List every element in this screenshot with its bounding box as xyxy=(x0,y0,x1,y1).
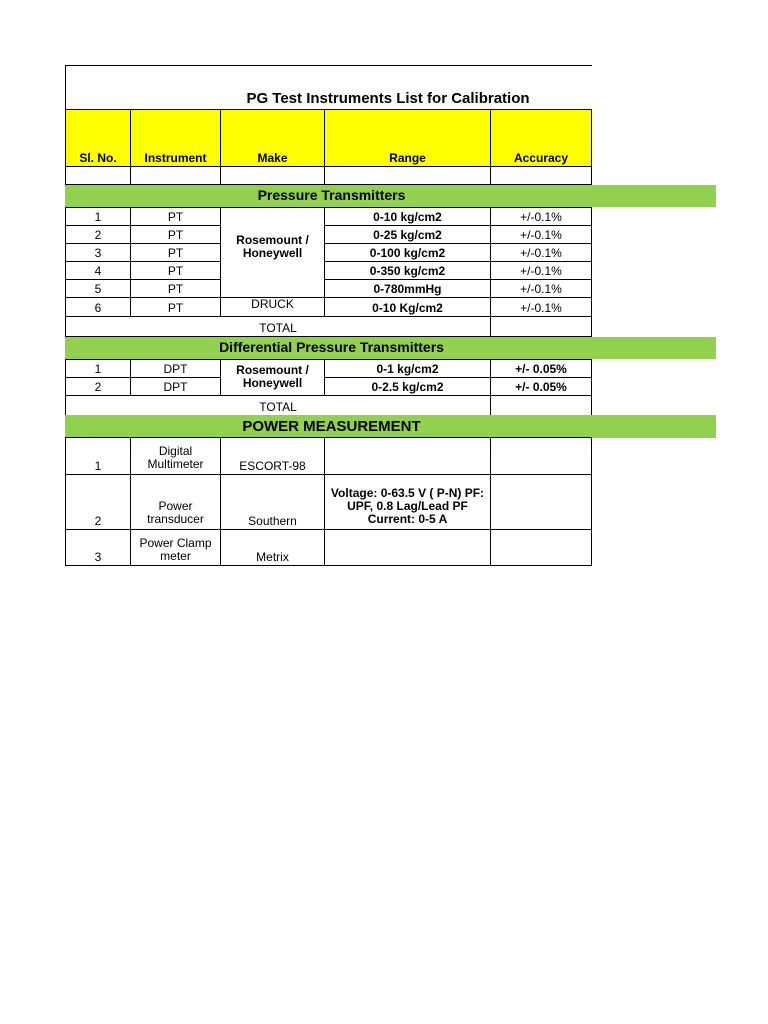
table-cell-make-merged: Rosemount / Honeywell xyxy=(220,359,325,396)
header-range: Range xyxy=(324,109,491,167)
table-cell-make: Metrix xyxy=(220,529,325,566)
table-cell-instrument: PT xyxy=(130,279,221,298)
empty-cell xyxy=(65,166,131,185)
table-cell-sl: 6 xyxy=(65,297,131,317)
table-cell-sl: 1 xyxy=(65,207,131,226)
table-cell-range: 0-2.5 kg/cm2 xyxy=(324,377,491,396)
table-cell-range xyxy=(324,437,491,475)
empty-cell xyxy=(324,166,491,185)
table-cell-instrument: PT xyxy=(130,207,221,226)
table-cell-accuracy: +/- 0.05% xyxy=(490,377,592,396)
table-cell-sl: 4 xyxy=(65,261,131,280)
table-cell-sl: 2 xyxy=(65,225,131,244)
table-cell-accuracy xyxy=(490,474,592,530)
header-make: Make xyxy=(220,109,325,167)
table-cell-accuracy: +/-0.1% xyxy=(490,225,592,244)
top-border xyxy=(65,65,592,66)
table-cell-instrument: PT xyxy=(130,261,221,280)
table-cell-accuracy: +/-0.1% xyxy=(490,297,592,317)
table-cell-instrument: Power transducer xyxy=(130,474,221,530)
table-cell-sl: 3 xyxy=(65,529,131,566)
table-cell-accuracy: +/-0.1% xyxy=(490,243,592,262)
table-cell-range: 0-350 kg/cm2 xyxy=(324,261,491,280)
empty-cell xyxy=(220,166,325,185)
table-cell-make-merged: Rosemount / Honeywell xyxy=(220,207,325,298)
table-cell-range: 0-25 kg/cm2 xyxy=(324,225,491,244)
header-accuracy: Accuracy xyxy=(490,109,592,167)
header-instrument: Instrument xyxy=(130,109,221,167)
table-cell-sl: 5 xyxy=(65,279,131,298)
section-heading-differential: Differential Pressure Transmitters xyxy=(65,337,716,359)
empty-cell xyxy=(130,166,221,185)
table-cell-range: Voltage: 0-63.5 V ( P-N) PF: UPF, 0.8 Lag/Lead PF Current: 0-5 A xyxy=(324,474,491,530)
table-cell-range: 0-10 Kg/cm2 xyxy=(324,297,491,317)
total-value xyxy=(490,316,592,337)
table-cell-instrument: DPT xyxy=(130,359,221,378)
table-cell-range: 0-780mmHg xyxy=(324,279,491,298)
table-cell-accuracy: +/- 0.05% xyxy=(490,359,592,378)
table-cell-accuracy xyxy=(490,437,592,475)
table-cell-instrument: PT xyxy=(130,297,221,317)
table-cell-range: 0-1 kg/cm2 xyxy=(324,359,491,378)
total-value xyxy=(490,395,592,416)
table-cell-range: 0-10 kg/cm2 xyxy=(324,207,491,226)
section-heading-power: POWER MEASUREMENT xyxy=(65,415,716,438)
table-cell-sl: 2 xyxy=(65,377,131,396)
table-cell-sl: 2 xyxy=(65,474,131,530)
table-cell-range: 0-100 kg/cm2 xyxy=(324,243,491,262)
table-cell-instrument: PT xyxy=(130,225,221,244)
table-cell-range xyxy=(324,529,491,566)
table-cell-make: ESCORT-98 xyxy=(220,437,325,475)
table-cell-make: Southern xyxy=(220,474,325,530)
table-cell-sl: 1 xyxy=(65,437,131,475)
header-sl-no: Sl. No. xyxy=(65,109,131,167)
table-cell-accuracy xyxy=(490,529,592,566)
table-cell-instrument: Power Clamp meter xyxy=(130,529,221,566)
table-cell-sl: 3 xyxy=(65,243,131,262)
page-title: PG Test Instruments List for Calibration xyxy=(246,90,530,107)
table-cell-make: DRUCK xyxy=(220,297,325,317)
table-cell-accuracy: +/-0.1% xyxy=(490,279,592,298)
table-cell-accuracy: +/-0.1% xyxy=(490,261,592,280)
table-cell-instrument: Digital Multimeter xyxy=(130,437,221,475)
table-cell-sl: 1 xyxy=(65,359,131,378)
table-cell-instrument: PT xyxy=(130,243,221,262)
section-heading-pressure: Pressure Transmitters xyxy=(65,185,716,207)
table-cell-accuracy: +/-0.1% xyxy=(490,207,592,226)
empty-cell xyxy=(490,166,592,185)
table-cell-instrument: DPT xyxy=(130,377,221,396)
total-label: TOTAL xyxy=(65,316,491,337)
total-label: TOTAL xyxy=(65,395,491,416)
